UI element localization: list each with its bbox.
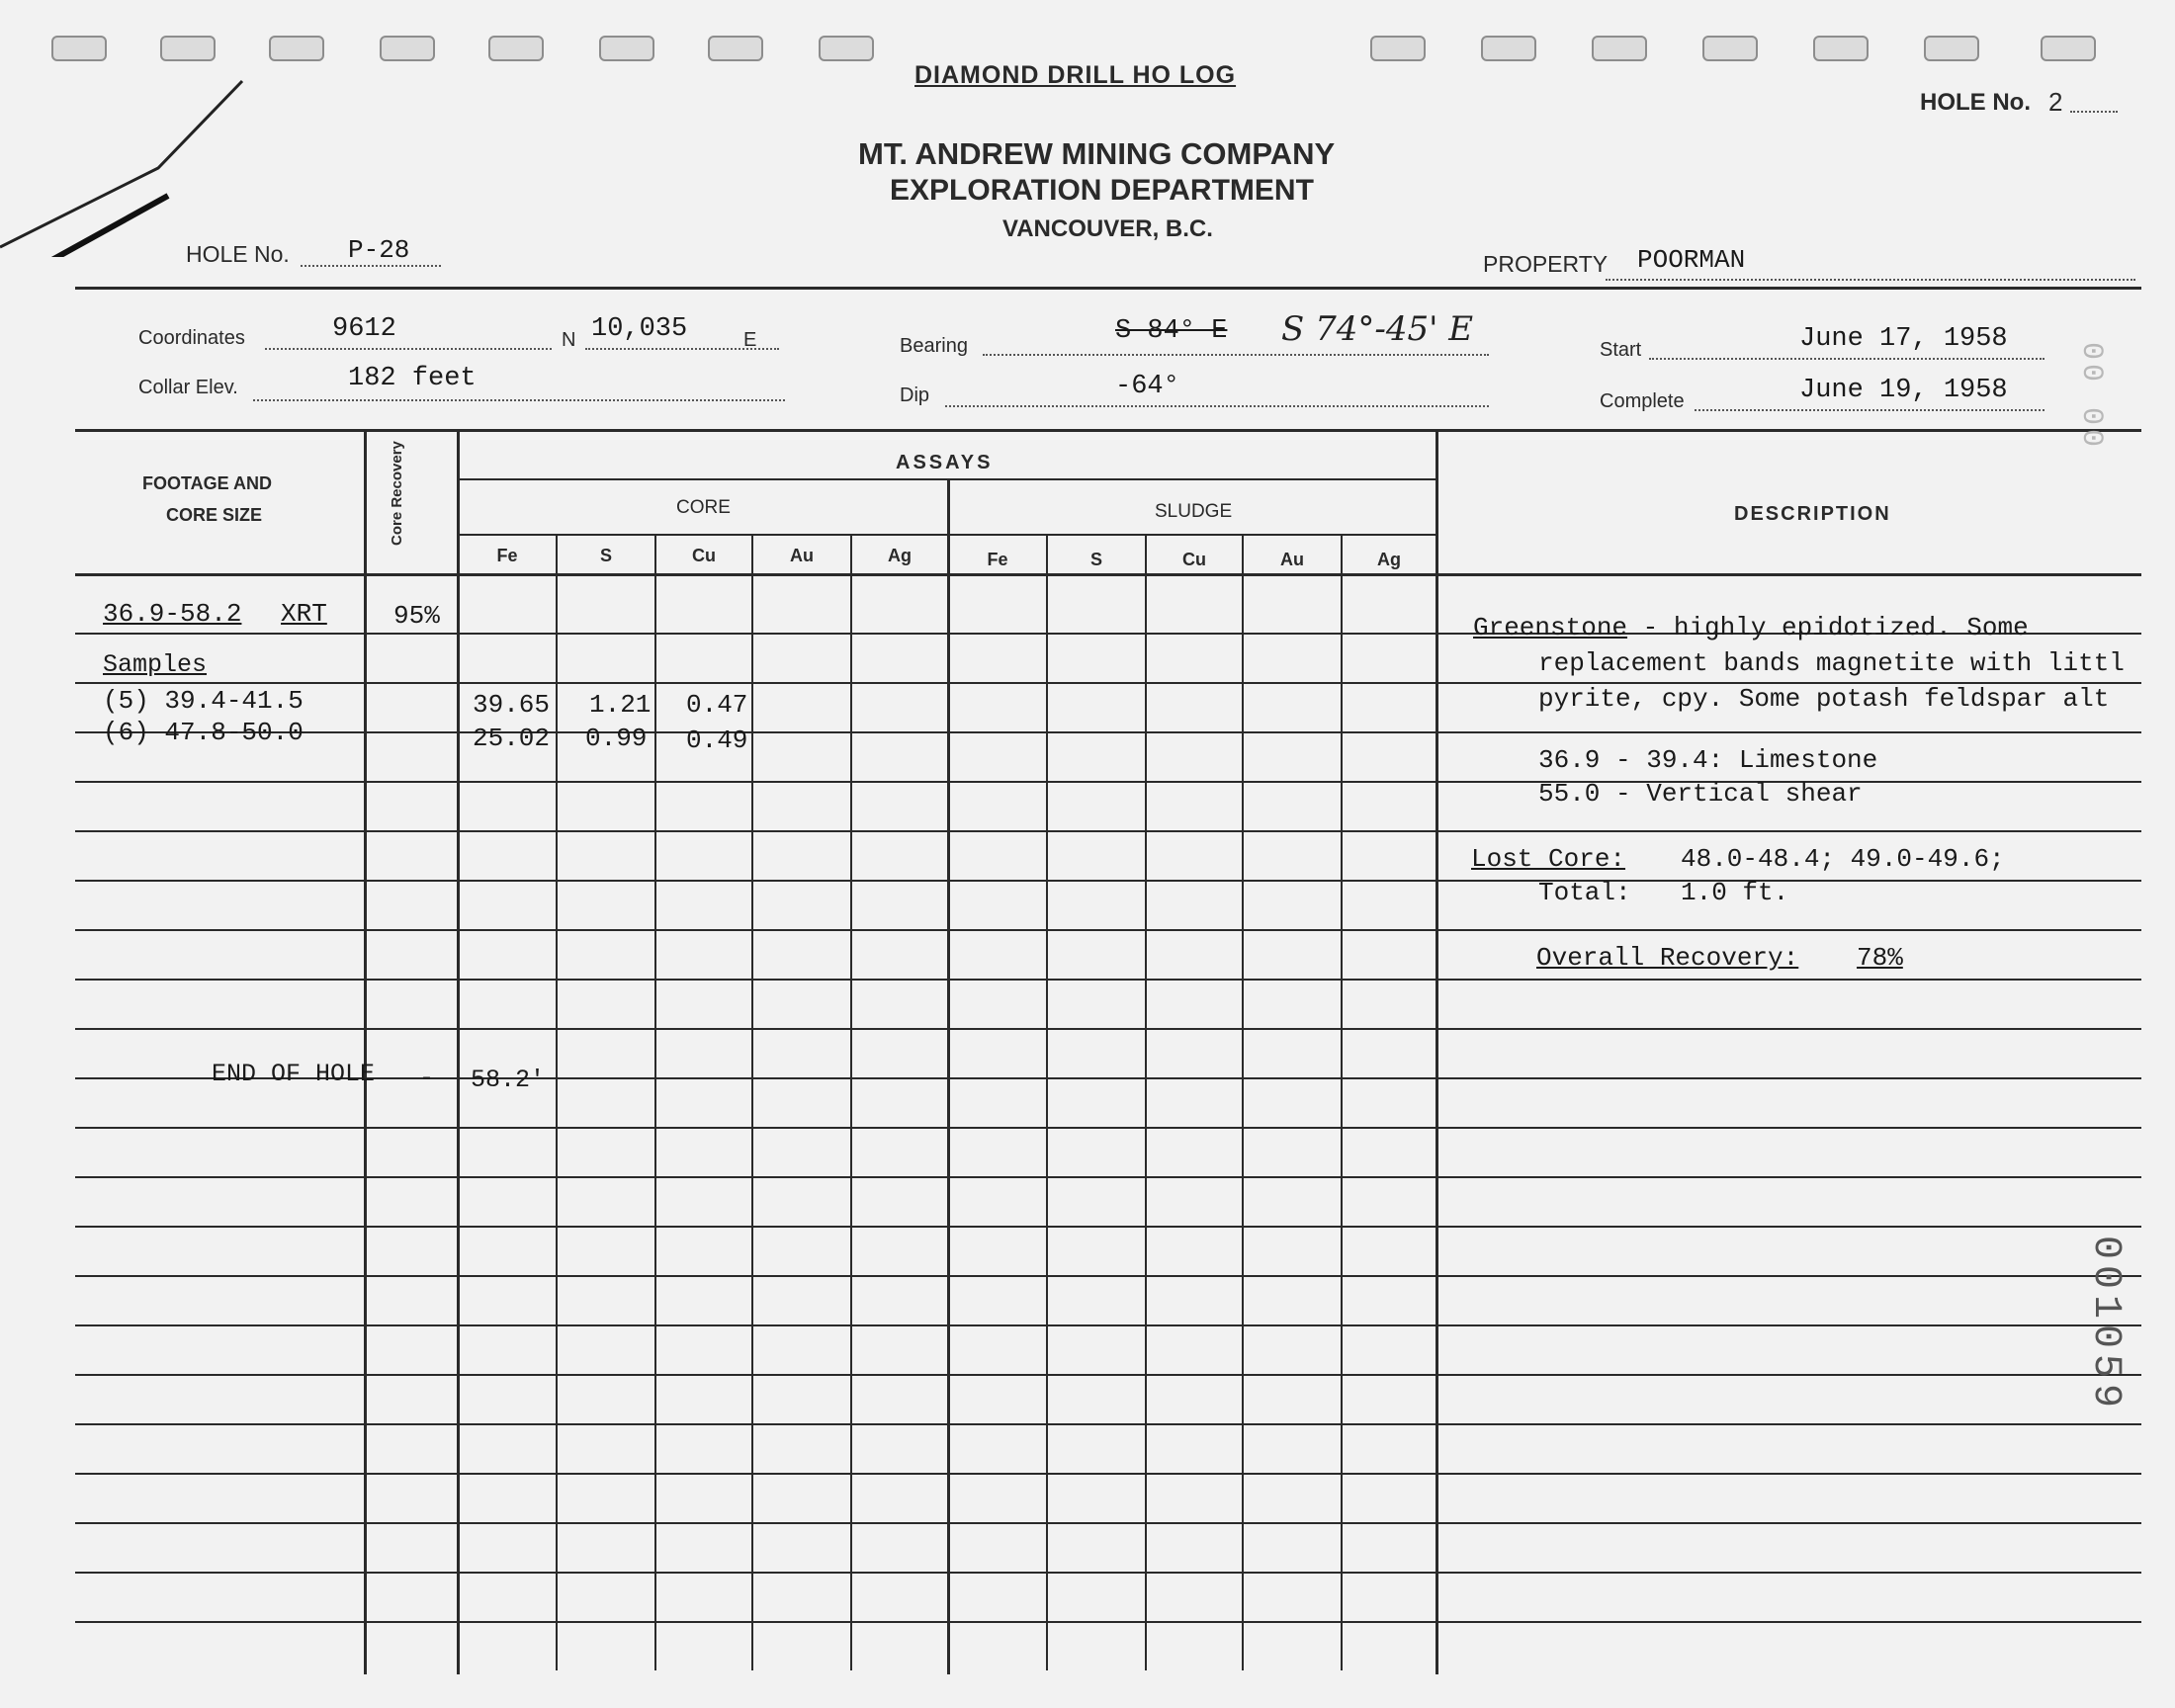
lost-core-label: Lost Core: [1471,844,1626,874]
punch-hole [1481,36,1536,61]
header-rule [75,287,2141,290]
complete-date: June 19, 1958 [1799,376,2008,405]
end-of-hole-dash: - [419,1064,435,1092]
end-of-hole-label: END OF HOLE [212,1060,376,1088]
overall-recovery-label: Overall Recovery: [1536,943,1799,973]
punch-hole [1702,36,1758,61]
punch-hole [2041,36,2096,61]
recovery-value: 95% [393,601,440,631]
form-title: DIAMOND DRILL HO LOG [914,61,1237,89]
punch-hole [1370,36,1426,61]
col-core-ag: Ag [888,546,912,565]
coordinate-east: 10,035 [591,314,688,344]
coordinate-north: 9612 [332,314,396,344]
description-line-2: replacement bands magnetite with littl [1538,648,2125,678]
total-label: Total: [1538,878,1631,907]
col-core-fe: Fe [496,546,518,565]
hole-number: P-28 [348,235,410,265]
sample-cu: 0.49 [686,726,748,755]
core-header: CORE [676,497,731,518]
punch-hole [1592,36,1647,61]
description-line-5: 55.0 - Vertical shear [1538,779,1863,809]
col-sludge-s: S [1089,550,1102,569]
document-number-stamp: 001059 [2083,1236,2128,1414]
page-number: 2 [2048,87,2063,117]
samples-label: Samples [103,650,208,679]
east-label: E [743,329,757,351]
punch-hole [708,36,763,61]
description-line-3: pyrite, cpy. Some potash feldspar alt [1538,684,2110,714]
sample-s: 0.99 [585,724,648,753]
description-header: DESCRIPTION [1734,503,1891,525]
col-sludge-cu: Cu [1182,550,1206,569]
complete-label: Complete [1600,390,1685,412]
punch-hole [160,36,216,61]
sample-fe: 39.65 [473,690,551,720]
sample-s: 1.21 [589,690,652,720]
sample-label: (6) 47.8-50.0 [103,718,304,747]
punch-hole [819,36,874,61]
col-core-cu: Cu [692,546,716,565]
coordinates-label: Coordinates [138,327,245,349]
collar-label: Collar Elev. [138,377,238,398]
sludge-header: SLUDGE [1155,501,1233,522]
punch-hole [269,36,324,61]
property-name: POORMAN [1637,245,1746,275]
description-text: - highly epidotized. Some [1627,613,2029,642]
total-value: 1.0 ft. [1681,878,1789,907]
sample-fe: 25.02 [473,724,551,753]
start-label: Start [1600,339,1642,361]
col-sludge-au: Au [1280,550,1304,569]
start-date: June 17, 1958 [1799,324,2008,354]
col-core-s: S [599,546,612,565]
assays-header: ASSAYS [896,452,994,473]
punch-hole [1813,36,1869,61]
col-sludge-ag: Ag [1377,550,1401,569]
interval: 36.9-58.2 [103,599,242,629]
company-name: MT. ANDREW MINING COMPANY [858,136,1336,171]
col-core-au: Au [790,546,814,565]
pen-mark [0,69,257,257]
punch-hole [51,36,107,61]
punch-hole [488,36,544,61]
bearing-label: Bearing [900,335,968,357]
col-sludge-fe: Fe [987,550,1008,569]
department-name: EXPLORATION DEPARTMENT [890,174,1314,207]
faint-side-mark: 00 00 [2074,342,2108,452]
rock-type: Greenstone [1473,613,1628,642]
description-line-4: 36.9 - 39.4: Limestone [1538,745,1878,775]
bearing-struck: S 84° E [1115,316,1228,346]
page-label: HOLE No. [1920,89,2031,116]
description-line-1 [1473,615,2029,640]
property-label: PROPERTY [1483,251,1609,277]
footage-header-line2: CORE SIZE [166,505,263,525]
dip-label: Dip [900,384,930,406]
core-recovery-header: Core Recovery [389,441,405,546]
punch-hole [1924,36,1979,61]
punch-hole [599,36,654,61]
location: VANCOUVER, B.C. [1002,215,1213,242]
collar-elevation: 182 feet [348,364,477,393]
footage-header-line1: FOOTAGE AND [142,473,272,493]
core-size: XRT [281,599,327,629]
dip-value: -64° [1115,372,1179,401]
end-of-hole-depth: 58.2' [471,1066,546,1094]
north-label: N [562,329,576,351]
hole-label: HOLE No. [186,241,290,267]
overall-recovery-value: 78% [1857,943,1903,973]
bearing-value: S 74°-45' E [1281,309,1474,349]
punch-hole [380,36,435,61]
sample-cu: 0.47 [686,690,748,720]
lost-core-value: 48.0-48.4; 49.0-49.6; [1681,844,2005,874]
sample-label: (5) 39.4-41.5 [103,686,304,716]
